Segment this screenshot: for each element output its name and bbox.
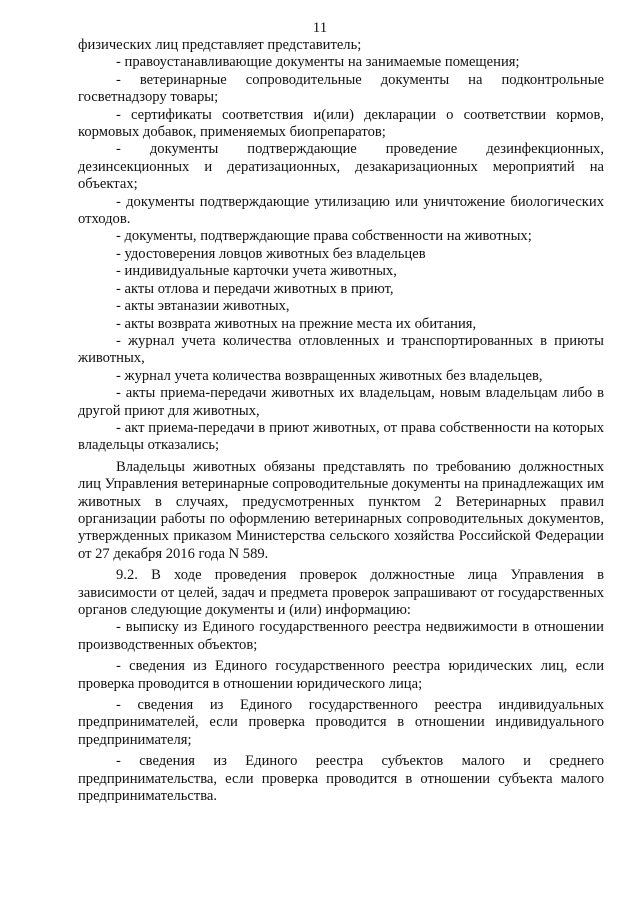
list-item: - сертификаты соответствия и(или) декларации о соответствии кормов, кормовых добавок, применяемых биопрепаратов; xyxy=(78,106,604,141)
list-item: - сведения из Единого государственного реестра юридических лиц, если проверка проводится в отношении юридического лица; xyxy=(78,658,604,692)
list-item: - удостоверения ловцов животных без владельцев xyxy=(116,245,426,262)
list-item: - правоустанавливающие документы на занимаемые помещения; xyxy=(116,54,520,71)
list-item: - журнал учета количества отловленных и транспортированных в приюты животных, xyxy=(78,332,604,367)
list-item: - документы подтверждающие проведение дезинфекционных, дезинсекционных и дератизационных, дезакаризационных мероприятий на объектах; xyxy=(78,141,604,193)
paragraph: Владельцы животных обязаны представлять по требованию должностных лиц Управления ветеринарные сопроводительные документы на принадлежащих им животных в случаях, предусмотренных пунктом 2 Ветеринарных правил организации работы по оформлению ветеринарных сопроводительных документов, утвержденных приказом Министерства сельского хозяйства Российской Федерации от 27 декабря 2016 года N 589. xyxy=(78,458,604,562)
paragraph: физических лиц представляет представитель; xyxy=(78,37,362,53)
list-item: - сведения из Единого государственного реестра индивидуальных предпринимателей, если проверка проводится в отношении индивидуального предпринимателя; xyxy=(78,697,604,748)
list-item: - индивидуальные карточки учета животных, xyxy=(116,263,397,280)
list-item: - выписку из Единого государственного реестра недвижимости в отношении производственных объектов; xyxy=(78,619,604,653)
list-item: - журнал учета количества возвращенных животных без владельцев, xyxy=(116,367,543,384)
paragraph: 9.2. В ходе проведения проверок должностные лица Управления в зависимости от целей, задач и предмета проверок запрашивают от государственных органов следующие документы и (или) информацию: xyxy=(78,567,604,618)
list-item: - документы, подтверждающие права собственности на животных; xyxy=(116,228,532,245)
list-item: - акт приема-передачи в приют животных, от права собственности на которых владельцы отказались; xyxy=(78,419,604,454)
list-item: - ветеринарные сопроводительные документы на подконтрольные госветнадзору товары; xyxy=(78,71,604,106)
document-body xyxy=(78,37,604,805)
list-item: - акты возврата животных на прежние места их обитания, xyxy=(116,315,477,332)
list-item: - документы подтверждающие утилизацию или уничтожение биологических отходов. xyxy=(78,193,604,228)
list-item: - акты приема-передачи животных их владельцам, новым владельцам либо в другой приют для животных, xyxy=(78,385,604,419)
page-number: 11 xyxy=(312,20,328,36)
list-item: - сведения из Единого реестра субъектов малого и среднего предпринимательства, если проверка проводится в отношении субъекта малого предпринимательства. xyxy=(78,753,604,805)
list-item: - акты эвтаназии животных, xyxy=(116,298,290,315)
list-item: - акты отлова и передачи животных в приют, xyxy=(116,280,394,297)
